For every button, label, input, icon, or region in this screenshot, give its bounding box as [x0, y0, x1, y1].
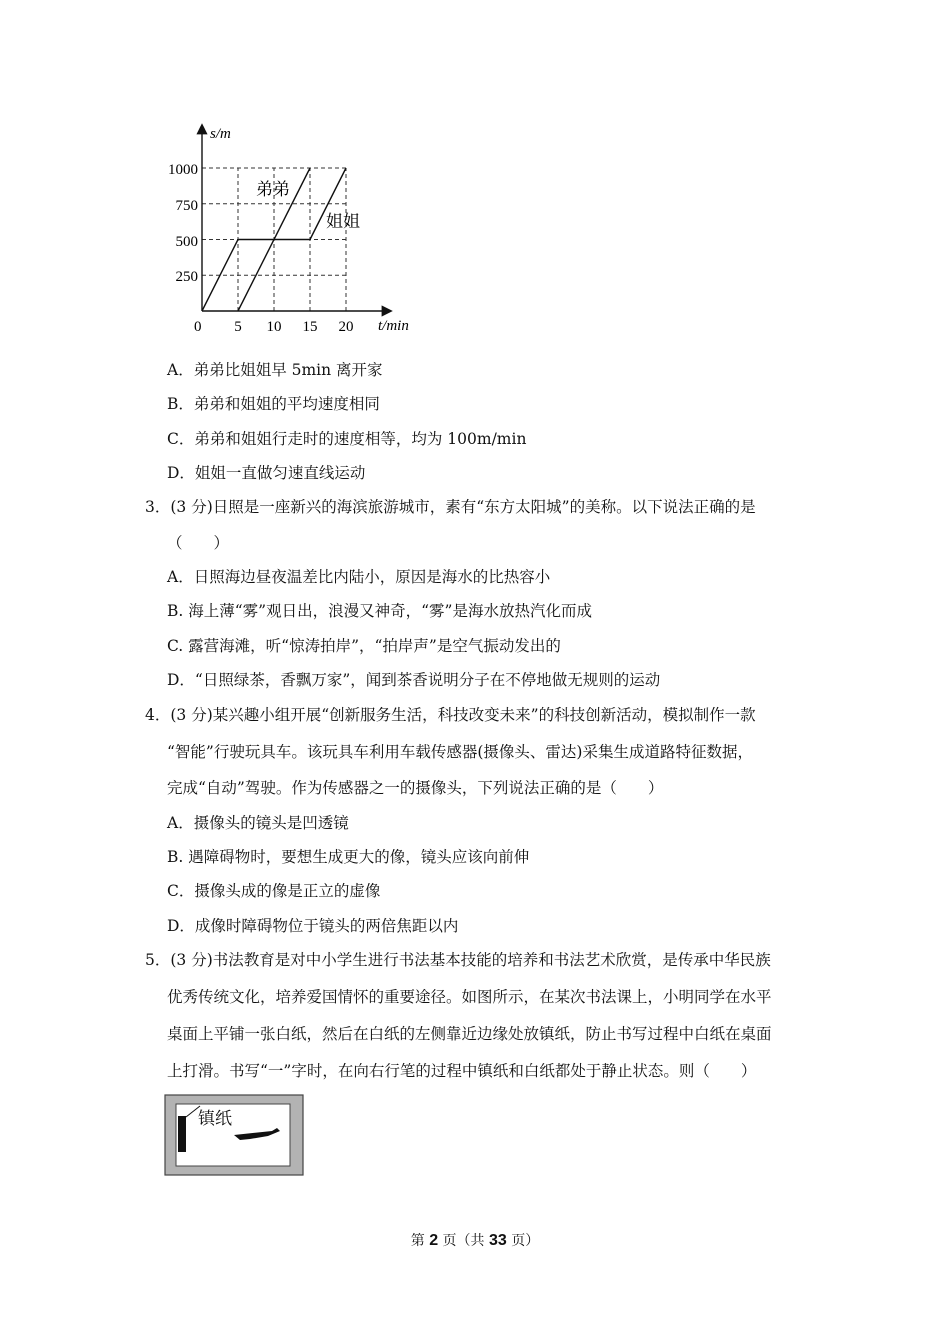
x-tick-15: 15	[302, 319, 318, 335]
q2-option-a: A．弟弟比姐姐早 5min 离开家	[167, 361, 383, 379]
paperweight-block	[178, 1116, 186, 1152]
legend-brother: 弟弟	[256, 180, 290, 200]
q4-option-b: B. 遇障碍物时，要想生成更大的像，镜头应该向前伸	[167, 848, 530, 866]
q5-stem-cont1: 优秀传统文化，培养爱国情怀的重要途径。如图所示，在某次书法课上，小明同学在水平	[167, 988, 772, 1006]
paperweight-figure	[164, 1094, 306, 1178]
paperweight-label: 镇纸	[198, 1109, 232, 1129]
y-axis-label: s/m	[210, 126, 231, 142]
q3-stem-cont: （ ）	[167, 534, 230, 552]
y-tick-750: 750	[175, 198, 198, 214]
distance-time-graph	[150, 118, 430, 340]
q3-option-d: D．“日照绿茶，香飘万家”，闻到茶香说明分子在不停地做无规则的运动	[167, 671, 661, 689]
origin-label: 0	[194, 319, 202, 335]
x-tick-5: 5	[234, 319, 242, 335]
q3-option-c: C. 露营海滩，听“惊涛拍岸”，“拍岸声”是空气振动发出的	[167, 637, 561, 655]
page-footer	[0, 1230, 950, 1250]
q4-option-c: C．摄像头成的像是正立的虚像	[167, 882, 381, 900]
q4-stem-cont1: “智能”行驶玩具车。该玩具车利用车载传感器(摄像头、雷达)采集生成道路特征数据，	[167, 743, 753, 761]
q3-option-a: A．日照海边昼夜温差比内陆小，原因是海水的比热容小	[167, 568, 551, 586]
footer-prefix: 第	[410, 1233, 425, 1249]
q4-stem-cont2: 完成“自动”驾驶。作为传感器之一的摄像头，下列说法正确的是（ ）	[167, 779, 664, 797]
q5-stem: 5．(3 分)书法教育是对中小学生进行书法基本技能的培养和书法艺术欣赏，是传承中华民族	[145, 951, 771, 969]
q5-stem-cont3: 上打滑。书写“一”字时，在向右行笔的过程中镇纸和白纸都处于静止状态。则（ ）	[167, 1062, 757, 1080]
x-axis-label: t/min	[378, 318, 409, 334]
x-tick-10: 10	[266, 319, 282, 335]
y-tick-500: 500	[175, 234, 198, 250]
footer-mid: 页（共	[442, 1233, 485, 1249]
q4-option-d: D．成像时障碍物位于镜头的两倍焦距以内	[167, 917, 459, 935]
legend-sister: 姐姐	[326, 212, 360, 232]
q4-stem: 4．(3 分)某兴趣小组开展“创新服务生活，科技改变未来”的科技创新活动，模拟制作一款	[145, 706, 756, 724]
footer-total-pages: 33	[489, 1232, 507, 1249]
q3-option-b: B. 海上薄“雾”观日出，浪漫又神奇，“雾”是海水放热汽化而成	[167, 602, 592, 620]
q5-stem-cont2: 桌面上平铺一张白纸，然后在白纸的左侧靠近边缘处放镇纸，防止书写过程中白纸在桌面	[167, 1025, 772, 1043]
y-tick-1000: 1000	[168, 162, 198, 178]
q2-option-d: D．姐姐一直做匀速直线运动	[167, 464, 366, 482]
q4-option-a: A．摄像头的镜头是凹透镜	[167, 814, 349, 832]
y-tick-250: 250	[175, 269, 198, 285]
q2-option-b: B．弟弟和姐姐的平均速度相同	[167, 395, 380, 413]
q3-stem: 3．(3 分)日照是一座新兴的海滨旅游城市，素有“东方太阳城”的美称。以下说法正确的是	[145, 498, 756, 516]
footer-page-number: 2	[429, 1232, 439, 1249]
x-tick-20: 20	[338, 319, 354, 335]
q2-option-c: C．弟弟和姐姐行走时的速度相等，均为 100m/min	[167, 430, 527, 448]
footer-suffix: 页）	[511, 1233, 540, 1249]
